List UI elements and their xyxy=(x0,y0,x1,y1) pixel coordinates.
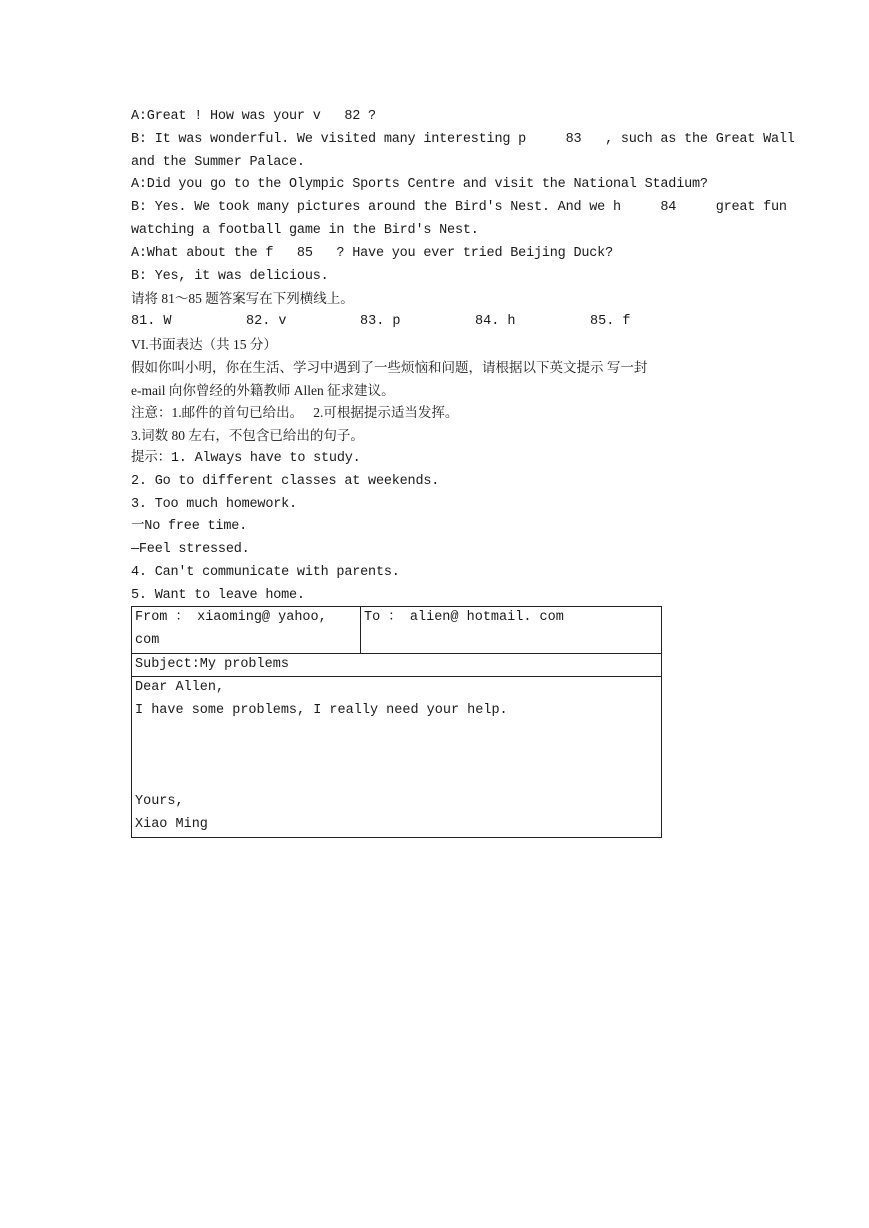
email-to: To ： alien@ hotmail. com xyxy=(361,607,662,654)
hint-line: 3. Too much homework. xyxy=(131,496,297,512)
email-greeting: Dear Allen, xyxy=(135,680,225,696)
task-line: 注意：1.邮件的首句已给出。 2.可根据提示适当发挥。 xyxy=(131,405,459,421)
answer-row xyxy=(131,311,751,334)
hint-line: 2. Go to different classes at weekends. xyxy=(131,473,440,489)
answer-85: 85. f xyxy=(590,314,631,330)
dialogue-line: A:Great ! How was your v 82 ? xyxy=(131,109,376,124)
email-first-sentence: I have some problems, I really need your help. xyxy=(135,703,508,719)
email-closing: Yours, xyxy=(135,793,184,809)
dialogue-line: A:Did you go to the Olympic Sports Centre and visit the National Stadium? xyxy=(131,177,708,193)
email-body[interactable] xyxy=(132,677,662,837)
answer-82: 82. v xyxy=(246,314,287,330)
hint-line: —Feel stressed. xyxy=(131,542,250,558)
hint-line: 提示：1. Always have to study. xyxy=(131,450,361,466)
email-signature: Xiao Ming xyxy=(135,816,208,832)
dialogue-line: and the Summer Palace. xyxy=(131,154,305,170)
dialogue xyxy=(131,106,795,288)
section-title: VI.书面表达（共 15 分） xyxy=(131,336,277,352)
answer-84: 84. h xyxy=(475,314,516,330)
task-description xyxy=(131,357,751,448)
hints xyxy=(131,448,751,608)
email-subject: Subject:My problems xyxy=(132,653,662,677)
dialogue-line: A:What about the f 85 ? Have you ever tried Beijing Duck? xyxy=(131,245,613,261)
answer-instruction: 请将 81～85 题答案写在下列横线上。 xyxy=(131,291,354,307)
dialogue-line: watching a football game in the Bird's Nest. xyxy=(131,222,479,238)
document-page xyxy=(131,106,795,608)
task-line: e-mail 向你曾经的外籍教师 Allen 征求建议。 xyxy=(131,382,395,398)
answer-83: 83. p xyxy=(360,314,401,330)
dialogue-line: B: It was wonderful. We visited many interesting p 83 , such as the Great Wall xyxy=(131,131,795,147)
email-from: From ： xiaoming@ yahoo, com xyxy=(132,607,361,654)
task-line: 3.词数 80 左右，不包含已给出的句子。 xyxy=(131,428,364,444)
writing-space[interactable] xyxy=(135,723,658,791)
dialogue-line: B: Yes. We took many pictures around the Bird's Nest. And we h 84 great fun xyxy=(131,200,787,216)
hint-line: 5. Want to leave home. xyxy=(131,587,305,603)
dialogue-line: B: Yes, it was delicious. xyxy=(131,268,329,284)
answer-81: 81. W xyxy=(131,314,172,330)
email-form-table xyxy=(131,606,662,838)
hint-line: 一No free time. xyxy=(131,519,248,535)
hint-line: 4. Can't communicate with parents. xyxy=(131,564,400,580)
task-line: 假如你叫小明，你在生活、学习中遇到了一些烦恼和问题，请根据以下英文提示 写一封 xyxy=(131,359,648,375)
